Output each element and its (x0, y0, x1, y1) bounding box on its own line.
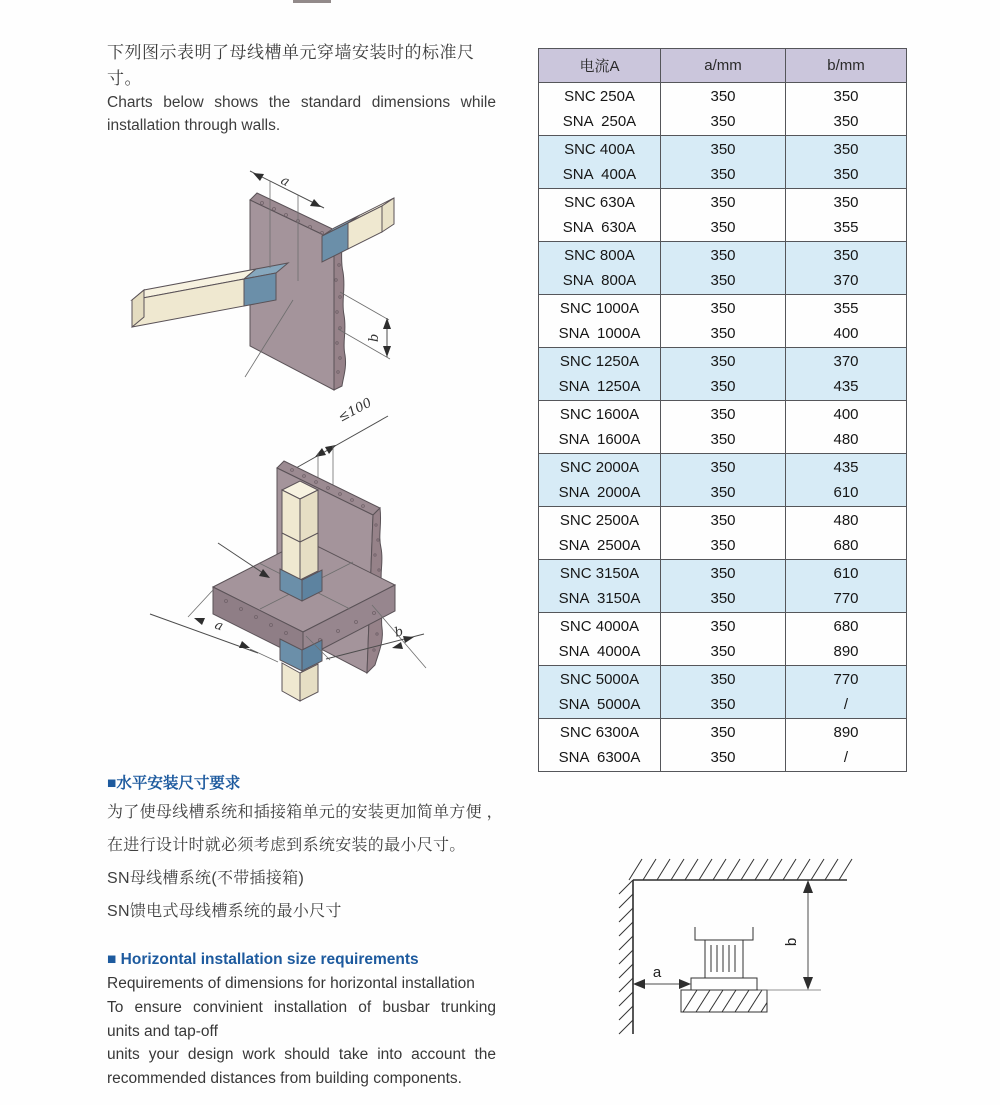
table-header (539, 49, 907, 83)
table-cell: 680 890 (786, 613, 907, 666)
table-row (539, 83, 907, 136)
table-cell: 350 370 (786, 242, 907, 295)
table-row (539, 189, 907, 242)
intro-block (107, 40, 496, 137)
en-body-line: To ensure convinient installation of busbar trunking (107, 998, 496, 1016)
table-cell: 350 355 (786, 189, 907, 242)
en-body-line: Requirements of dimensions for horizontal installation (107, 975, 475, 992)
table-cell: 350 350 (661, 454, 786, 507)
table-cell: SNC 2000A SNA 2000A (539, 454, 661, 507)
table-cell: 400 480 (786, 401, 907, 454)
table-cell: 350 350 (661, 560, 786, 613)
cn-body-line: 为了使母线槽系统和插接箱单元的安装更加简单方便 ， (107, 804, 503, 821)
table-cell: 350 350 (661, 189, 786, 242)
cn-body-line: 在进行设计时就必须考虑到系统安装的最小尺寸。 (107, 837, 466, 854)
wall-hatching (619, 880, 633, 1034)
table-cell: SNC 6300A SNA 6300A (539, 719, 661, 772)
cn-body-line: SN母线槽系统(不带插接箱) (107, 870, 305, 887)
table-cell: 370 435 (786, 348, 907, 401)
dimension-table-body (539, 83, 907, 772)
table-cell: SNC 2500A SNA 2500A (539, 507, 661, 560)
col-header-a: a/mm (661, 49, 786, 83)
table-row (539, 295, 907, 348)
section-heading-en: ■ Horizontal installation size requirements (107, 951, 419, 968)
table-cell: 480 680 (786, 507, 907, 560)
table-cell: 610 770 (786, 560, 907, 613)
dimensions-table-wrap (538, 48, 907, 772)
base-hatching (683, 990, 775, 1012)
table-cell: 350 350 (661, 295, 786, 348)
intro-en-line2: installation through walls. (107, 116, 281, 134)
scan-artifact (293, 0, 331, 3)
table-row (539, 560, 907, 613)
wall-penetration-diagram (132, 171, 394, 390)
label-clearance: ≤100 (335, 395, 375, 426)
section-heading-cn: ■水平安装尺寸要求 (107, 775, 241, 792)
corner-clearance-diagram (595, 850, 895, 1055)
table-cell: 350 350 (661, 666, 786, 719)
table-row (539, 666, 907, 719)
table-cell: SNC 400A SNA 400A (539, 136, 661, 189)
busbar-duct-rear (322, 198, 394, 262)
table-cell: 350 350 (661, 401, 786, 454)
section-horizontal-cn (107, 772, 507, 928)
cn-body-line: SN馈电式母线槽系统的最小尺寸 (107, 903, 342, 920)
table-cell: 355 400 (786, 295, 907, 348)
table-cell: 350 350 (661, 348, 786, 401)
dimension-b-wall (338, 292, 391, 359)
dimension-a-corner (633, 964, 691, 989)
vertical-busbar-duct (280, 481, 322, 701)
table-cell: 350 350 (786, 136, 907, 189)
table-cell: SNC 1000A SNA 1000A (539, 295, 661, 348)
col-header-b: b/mm (786, 49, 907, 83)
section-horizontal-en (107, 948, 496, 1091)
en-body-line: recommended distances from building components. (107, 1070, 462, 1088)
table-cell: 350 350 (661, 242, 786, 295)
intro-cn-title: 下列图示表明了母线槽单元穿墙安装时的标准尺寸。 (107, 43, 475, 88)
label-a: a (652, 964, 662, 981)
table-cell: 770 / (786, 666, 907, 719)
table-cell: SNC 4000A SNA 4000A (539, 613, 661, 666)
table-row (539, 719, 907, 772)
table-row (539, 242, 907, 295)
table-cell: SNC 3150A SNA 3150A (539, 560, 661, 613)
table-cell: SNC 630A SNA 630A (539, 189, 661, 242)
table-cell: SNC 1250A SNA 1250A (539, 348, 661, 401)
table-cell: 350 350 (786, 83, 907, 136)
wall-and-floor-diagrams (110, 150, 500, 750)
table-row (539, 454, 907, 507)
en-body-line: units your design work should take into account the (107, 1046, 496, 1064)
table-row (539, 136, 907, 189)
label-a: a (212, 617, 226, 635)
table-cell: 435 610 (786, 454, 907, 507)
dimensions-table (538, 48, 907, 772)
table-cell: 350 350 (661, 83, 786, 136)
table-row (539, 348, 907, 401)
table-cell: SNC 800A SNA 800A (539, 242, 661, 295)
floor-penetration-diagram (150, 396, 426, 701)
table-cell: 350 350 (661, 507, 786, 560)
en-body-line: units and tap-off (107, 1022, 218, 1040)
label-b: b (367, 333, 382, 342)
busbar-cross-section (681, 927, 775, 1012)
table-cell: 350 350 (661, 719, 786, 772)
busbar-fins (711, 945, 735, 972)
table-row (539, 507, 907, 560)
label-b: b (392, 624, 406, 641)
table-cell: SNC 1600A SNA 1600A (539, 401, 661, 454)
table-row (539, 401, 907, 454)
table-cell: 890 / (786, 719, 907, 772)
ceiling-hatching (629, 859, 852, 880)
table-cell: SNC 250A SNA 250A (539, 83, 661, 136)
intro-en-line1: Charts below shows the standard dimensions while (107, 94, 496, 111)
table-row (539, 613, 907, 666)
table-cell: SNC 5000A SNA 5000A (539, 666, 661, 719)
dimension-b-corner (758, 880, 821, 990)
table-cell: 350 350 (661, 613, 786, 666)
table-cell: 350 350 (661, 136, 786, 189)
label-b: b (783, 937, 800, 947)
wall-collar-front (244, 273, 276, 306)
col-header-current: 电流A (539, 49, 661, 83)
label-a: a (278, 173, 292, 190)
